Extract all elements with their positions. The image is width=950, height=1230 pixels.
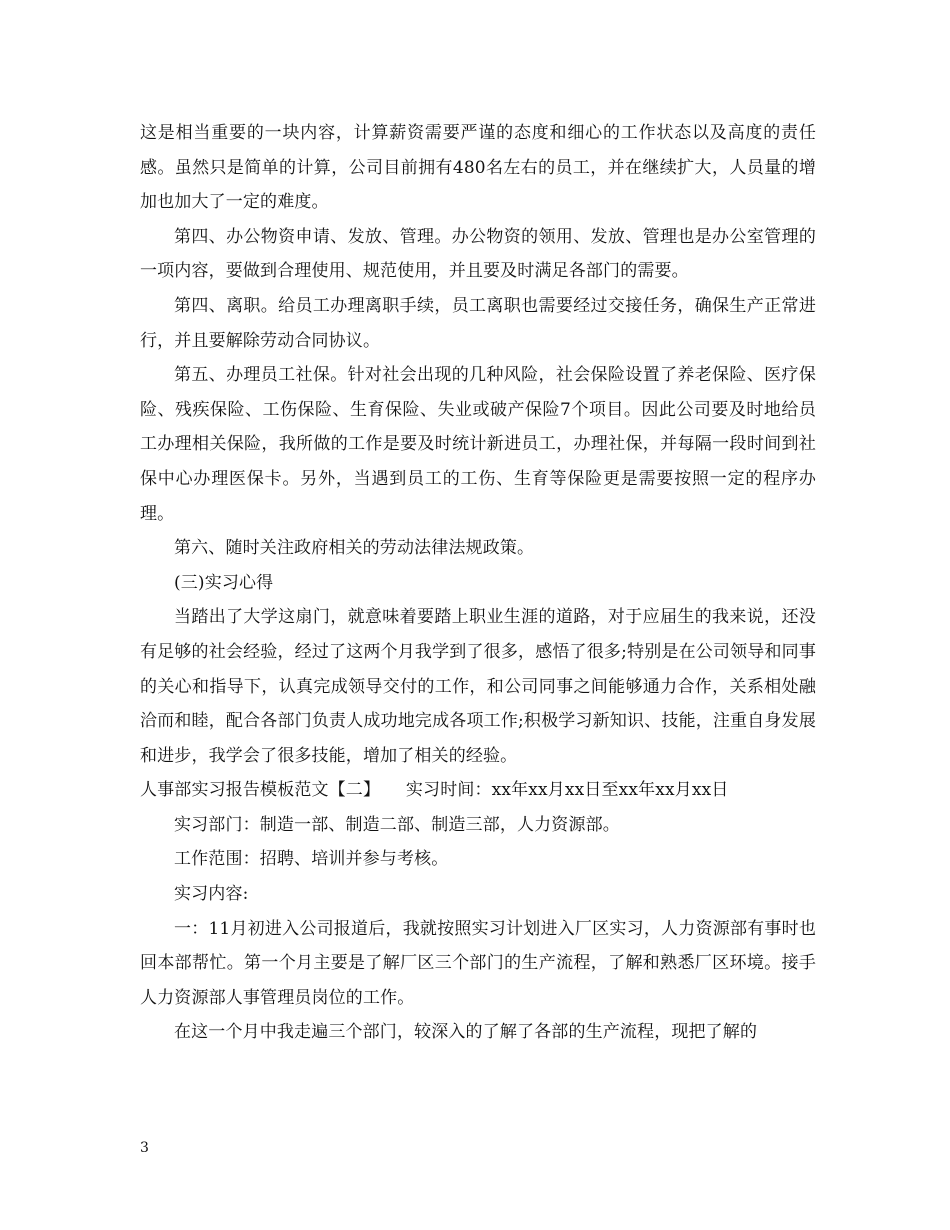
paragraph-work-scope: 工作范围：招聘、培训并参与考核。	[174, 849, 449, 870]
document-body	[140, 116, 816, 1050]
paragraph-reflections: 当踏出了大学这扇门，就意味着要踏上职业生涯的道路，对于应届生的我来说，还没有足够的社会经验，经过了这两个月我学到了很多，感悟了很多;特别是在公司领导和同事的关心和指导下，认真完成领导交付的工作，和公司同事之间能够通力合作，关系相处融洽而和睦，配合各部门负责人成功地完成各项工作;积极学习新知识、技能，注重自身发展和进步，我学会了很多技能，增加了相关的经验。	[140, 607, 816, 766]
paragraph-salary-continued: 这是相当重要的一块内容，计算薪资需要严谨的态度和细心的工作状态以及高度的责任感。虽然只是简单的计算，公司目前拥有480名左右的员工，并在继续扩大，人员量的增加也加大了一定的难度。	[140, 123, 816, 213]
section-heading-internship-reflections: (三)实习心得	[174, 572, 274, 593]
page-number: 3	[140, 1140, 149, 1156]
report-title-two: 人事部实习报告模板范文【二】 实习时间：xx年xx月xx日至xx年xx月xx日	[140, 780, 729, 801]
paragraph-internship-department: 实习部门：制造一部、制造二部、制造三部，人力资源部。	[174, 814, 620, 835]
paragraph-social-insurance: 第五、办理员工社保。针对社会出现的几种风险，社会保险设置了养老保险、医疗保险、残疾保险、工伤保险、生育保险、失业或破产保险7个项目。因此公司要及时地给员工办理相关保险，我所做的工作是要及时统计新进员工，办理社保，并每隔一段时间到社保中心办理医保卡。另外，当遇到员工的工伤、生育等保险更是需要按照一定的程序办理。	[140, 365, 816, 524]
paragraph-office-supplies: 第四、办公物资申请、发放、管理。办公物资的领用、发放、管理也是办公室管理的一项内容，要做到合理使用、规范使用，并且要及时满足各部门的需要。	[140, 226, 816, 282]
paragraph-department-tour: 在这一个月中我走遍三个部门，较深入的了解了各部的生产流程，现把了解的	[174, 1022, 758, 1043]
paragraph-resignation: 第四、离职。给员工办理离职手续，员工离职也需要经过交接任务，确保生产正常进行，并且要解除劳动合同协议。	[140, 295, 816, 351]
paragraph-first-month: 一：11月初进入公司报道后，我就按照实习计划进入厂区实习，人力资源部有事时也回本部帮忙。第一个月主要是了解厂区三个部门的生产流程，了解和熟悉厂区环境。接手人力资源部人事管理员岗位的工作。	[140, 918, 816, 1008]
paragraph-internship-content-label: 实习内容:	[174, 884, 249, 905]
paragraph-labor-law: 第六、随时关注政府相关的劳动法律法规政策。	[174, 538, 535, 559]
